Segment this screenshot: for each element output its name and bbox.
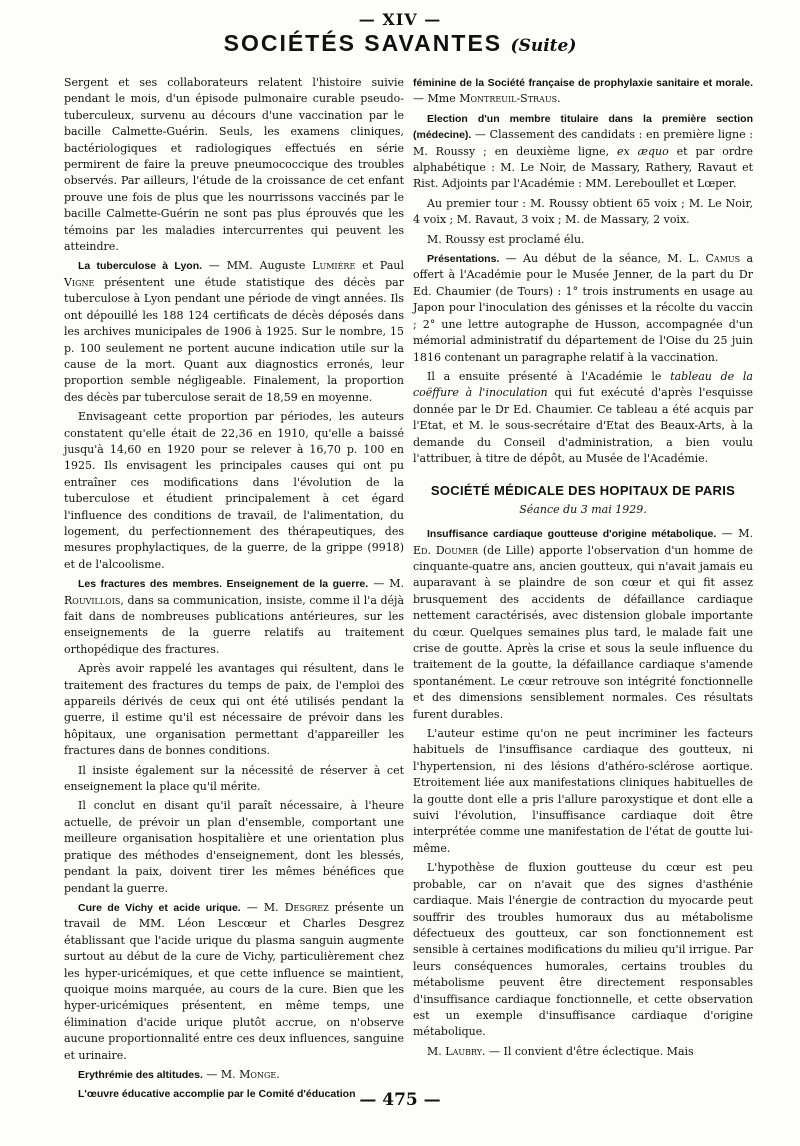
author-name: Rouvillois (64, 593, 121, 607)
page-number: — 475 — (359, 1090, 441, 1110)
article-heading: féminine de la Société française de prophylaxie sanitaire et morale. (413, 77, 753, 89)
paragraph: Il conclut en disant qu'il paraît nécessaire, à l'heure actuelle, de prévoir un plan d'ensemble, comportant une meilleure organisation hospitalière et une orientation plus pratique des méthodes d'enseignement, dont les blessés, pendant la paix, doivent tirer les mêmes bénéfices que pendant la guerre. (64, 799, 404, 895)
paragraph: Présentations. — Au début de la séance, M. L. Camus a offert à l'Académie pour le Musée Jenner, de la part du Dr Ed. Chaumier (de Tours) : 1° trois instruments en usage au Japon pour l'inoculation des génisses et la récolte du vaccin ; 2° une lettre autographe de Husson, accompagnée d'un mémorial administratif du département de l'Oise du 25 juin 1816 contenant un paragraphe relatif à la vaccination. (413, 252, 754, 364)
article-heading: Présentations. (427, 253, 500, 266)
paragraph: Après avoir rappelé les avantages qui résultent, dans le traitement des fractures du temps de paix, de l'emploi des appareils dérivés de ceux qui ont été utilisés pendant la guerre, il estime qu'il est nécessaire de prévoir dans les hôpitaux, une organisation permettant d'appareiller les fractures dans de bonnes conditions. (64, 662, 404, 758)
article-heading: Election d'un membre titulaire dans la première section (médecine). (413, 112, 753, 142)
paragraph: Au premier tour : M. Roussy obtient 65 voix ; M. Le Noir, 4 voix ; M. Ravaut, 3 voix ; M. de Massary, 2 voix. (413, 196, 753, 227)
paragraph: féminine de la Société française de prophylaxie sanitaire et morale. — Mme Montreuil-Straus. (413, 77, 753, 106)
left-column (64, 75, 404, 1106)
paragraph: M. Laubry. — Il convient d'être éclectique. Mais (427, 1044, 694, 1058)
author-name: Ed. Doumer (413, 543, 478, 557)
running-head: — XIV — (358, 10, 442, 29)
author-name: Vigne (64, 275, 95, 289)
paragraph: M. Roussy est proclamé élu. (427, 232, 585, 246)
section-title: SOCIÉTÉ MÉDICALE DES HOPITAUX DE PARIS (430, 483, 736, 499)
right-column (413, 75, 753, 1063)
paragraph: Erythrémie des altitudes. — M. Monge. (78, 1067, 280, 1081)
paragraph: L'hypothèse de fluxion goutteuse du cœur est peu probable, car on n'avait que des signes d'asthénie cardiaque. Mais l'énergie de contraction du myocarde peut souffrir des troubles humoraux dus au métabolisme défectueux des goutteux, car son fonctionnement est sensible à certaines modifications du milieu qu'il irrigue. Par leurs conséquences humorales, certains troubles du métabolisme peuvent être directement responsables d'insuffisance cardiaque fonctionnelle, et cette observation est un exemple d'insuffisance cardiaque d'origine métabolique. (413, 861, 753, 1039)
paragraph: Les fractures des membres. Enseignement de la guerre. — M. Rouvillois, dans sa communication, insiste, comme il l'a déjà fait dans de nombreuses publications antérieures, sur les enseignements de la guerre relatifs au traitement orthopédique des fractures. (64, 577, 404, 656)
author-name: Lumière (312, 259, 356, 273)
article-heading: La tuberculose à Lyon. (78, 260, 203, 273)
article-heading: Cure de Vichy et acide urique. (78, 901, 241, 914)
title-suffix: (Suite) (510, 36, 577, 56)
author-name: Monge (239, 1067, 277, 1081)
paragraph: La tuberculose à Lyon. — MM. Auguste Lumière et Paul Vigne présentent une étude statistique des décès par tuberculose à Lyon pendant une période de vingt années. Ils ont dépouillé les 188 124 certificats de décès déposés dans les archives municipales de 1906 à 1925. Sur le nombre, 15 p. 100 seulement ne portent aucune indication utile sur la cause de la mort. Quant aux diagnostics erronés, leur proportion semble négligeable. Finalement, la proportion des décès par tuberculose serait de 18,59 en moyenne. (64, 259, 404, 404)
paragraph: Il a ensuite présenté à l'Académie le tableau de la coëffure à l'inoculation qui fut exécuté d'après l'esquisse donnée par le Dr Ed. Chaumier. Ce tableau a été acquis par l'Etat, et M. le sous-secrétaire d'Etat des Beaux-Arts, à la demande du Conseil d'administration, a bien voulu l'attribuer, à titre de dépôt, au Musée de l'Académie. (413, 369, 753, 465)
title-main: SOCIÉTÉS SAVANTES (223, 30, 503, 56)
paragraph: Il insiste également sur la nécessité de réserver à cet enseignement la place qu'il mérite. (64, 763, 404, 794)
paragraph: Election d'un membre titulaire dans la première section (médecine). — Classement des candidats : en première ligne : M. Roussy ; en deuxième ligne, ex æquo et par ordre alphabétique : M. Le Noir, de Massary, Rathery, Ravaut et Rist. Adjoints par l'Académie : MM. Lereboullet et Lœper. (413, 112, 753, 191)
paragraph: Insuffisance cardiaque goutteuse d'origine métabolique. — M. Ed. Doumer (de Lille) apporte l'observation d'un homme de cinquante-quatre ans, ancien goutteux, qui n'avait jamais eu auparavant à se plaindre de son cœur et qui fit assez brusquement des accidents de défaillance cardiaque nettement caractérisés, avec distension globale importante du cœur. Quelques semaines plus tard, le malade fait une crise de goutte. Après la crise et sous la seule influence du traitement de la goutte, la défaillance cardiaque s'amende spontanément. Le cœur retrouve son intégrité fonctionnelle et des dimensions sensiblement normales. Ces résultats furent durables. (413, 527, 753, 721)
article-heading: Insuffisance cardiaque goutteuse d'origine métabolique. (427, 528, 717, 541)
article-heading: Erythrémie des altitudes. (78, 1068, 203, 1081)
article-heading: L'œuvre éducative accomplie par le Comité d'éducation (78, 1088, 356, 1101)
paragraph: Cure de Vichy et acide urique. — M. Desgrez présente un travail de MM. Léon Lescœur et Charles Desgrez établissant que l'acide urique du plasma sanguin augmente surtout au début de la cure de Vichy, particulièrement chez les hyper-uricémiques, et que cette influence se maintient, quoique moins marquée, au cours de la cure. Bien que les hyper-uricémiques présentent, en même temps, une élimination d'acide urique plutôt accrue, on n'observe aucune proportionnalité entre ces deux influences, sanguine et urinaire. (64, 900, 405, 1062)
section-date: Séance du 3 mai 1929. (519, 502, 647, 516)
page-title (0, 30, 800, 57)
author-name: Montreuil-Straus (459, 92, 558, 106)
author-name: Desgrez (284, 900, 329, 914)
author-name: Camus (705, 252, 741, 266)
author-name: Laubry (445, 1044, 483, 1058)
paragraph: Envisageant cette proportion par périodes, les auteurs constatent qu'elle était de 22,36 en 1910, qu'elle a baissé jusqu'à 14,60 en 1920 pour se relever à 16,70 p. 100 en 1925. Ils envisagent les principales causes qui ont pu entraîner ces modifications dans l'évolution de la tuberculose et étudient principalement à cet égard l'influence des conditions de travail, de l'alimentation, du logement, du perfectionnement des thérapeutiques, des mesures prophylactiques, de la guerre, de la grippe (9918) et de l'alcoolisme. (64, 410, 404, 571)
paragraph: L'auteur estime qu'on ne peut incriminer les facteurs habituels de l'insuffisance cardiaque des goutteux, ni l'hypertension, ni des lésions d'athéro-sclérose aortique. Etroitement liée aux manifestations cliniques habituelles de la goutte dont elle a pris l'allure paroxystique et dont elle a suivi l'évolution, l'insuffisance cardiaque doit être interprétée comme une manifestation de l'état de goutte lui-même. (413, 727, 753, 855)
article-heading: Les fractures des membres. Enseignement de la guerre. (78, 578, 369, 591)
paragraph: Sergent et ses collaborateurs relatent l'histoire suivie pendant le mois, d'un épisode pulmonaire curable pseudo-tuberculeux, survenu au décours d'une vaccination par le bacille Calmette-Guérin. Seuls, les examens cliniques, bactériologiques et radiologiques effectués en série permirent de faire la preuve pneumococcique des troubles observés. Par ailleurs, l'étude de la croissance de cet enfant prouve une fois de plus que les nourrissons vaccinés par le bacille Calmette-Guérin ne sont pas plus éprouvés que les témoins par les maladies intercurrentes qui peuvent les atteindre. (64, 76, 404, 254)
